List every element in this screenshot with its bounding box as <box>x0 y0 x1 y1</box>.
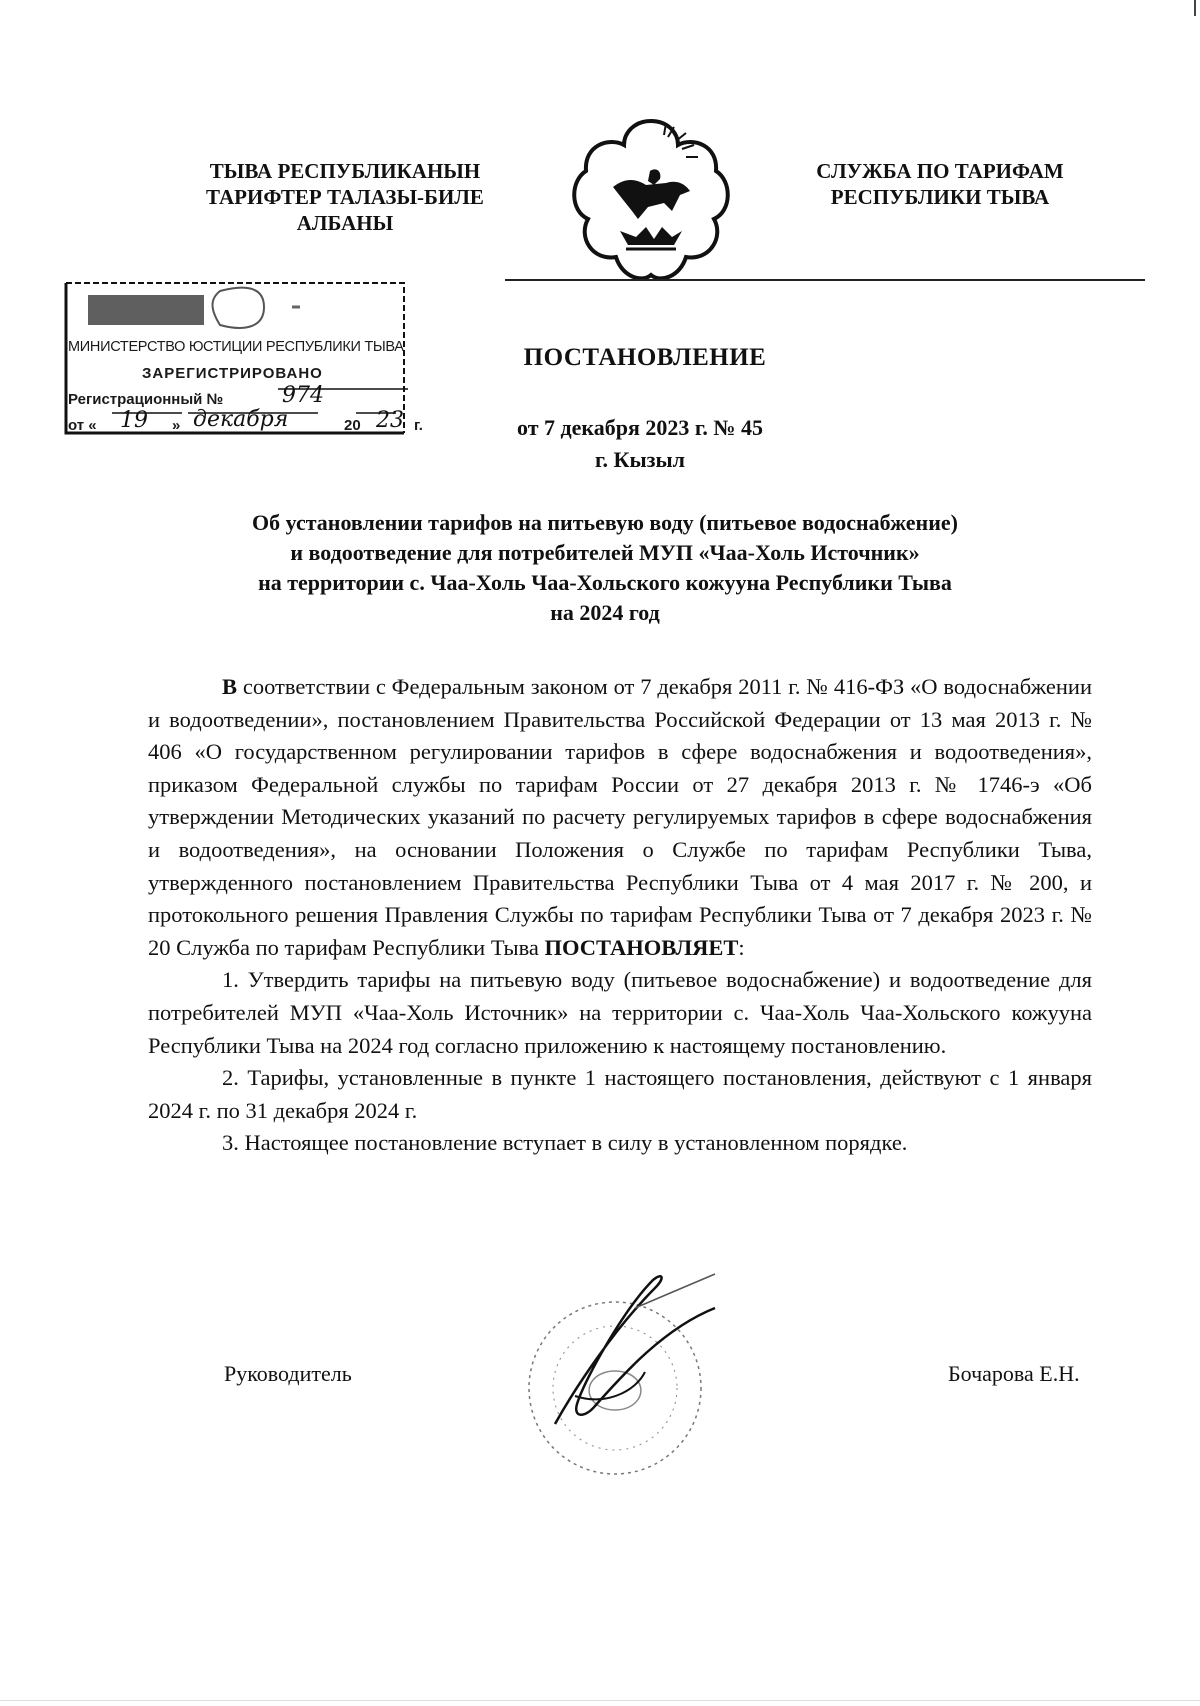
header-divider <box>505 279 1145 281</box>
document-subject <box>120 508 1090 628</box>
subject-line: на 2024 год <box>550 600 660 625</box>
header-right-line: РЕСПУБЛИКИ ТЫВА <box>830 185 1050 209</box>
header-left-tuvan <box>175 158 515 236</box>
scan-edge-mark <box>1194 0 1196 16</box>
stamp-ministry: МИНИСТЕРСТВО ЮСТИЦИИ РЕСПУБЛИКИ ТЫВА <box>68 339 404 355</box>
stamp-reg-label: Регистрационный № <box>68 391 224 408</box>
decree-word: ПОСТАНОВЛЯЕТ <box>544 934 739 960</box>
stamp-date-day: 19 <box>120 408 148 433</box>
document-date-number: от 7 декабря 2023 г. № 45 <box>516 415 763 440</box>
subject-line: на территории с. Чаа-Холь Чаа-Хольского кожууна Республики Тыва <box>258 570 952 595</box>
stamp-year-suffix: 23 <box>376 408 404 433</box>
scan-bottom-edge <box>0 1700 1200 1701</box>
stamp-reg-number: 974 <box>282 383 324 408</box>
preamble-text: соответствии с Федеральным законом от 7 декабря 2011 г. № 416-ФЗ «О водоснабжении и водоотведении», постановлением Правительства Российской Федерации от 13 мая 2013 г. № 406 «О государственном регулировании тарифов в сфере водоснабжения и водоотведения», приказом Федеральной службы по тарифам России от 27 декабря 2013 г. № 1746-э «Об утверждении Методических указаний по расчету регулируемых тарифов в сфере водоснабжения и водоотведения», на основании Положения о Службе по тарифам Республики Тыва, утвержденного постановлением Правительства Республики Тыва от 4 мая 2017 г. № 200, и протокольного решения Правления Службы по тарифам Республики Тыва от 7 декабря 2023 г. № 20 Служба по тарифам Республики Тыва <box>148 674 1092 960</box>
stamp-date-month: декабря <box>193 407 289 432</box>
item-paragraph: 3. Настоящее постановление вступает в силу в установленном порядке. <box>222 1130 908 1156</box>
stamp-registered: ЗАРЕГИСТРИРОВАНО <box>142 365 323 382</box>
signer-name: Бочарова Е.Н. <box>948 1361 1080 1386</box>
stamp-date-mid: » <box>172 417 181 434</box>
stamp-year-end: г. <box>414 417 423 434</box>
subject-line: Об установлении тарифов на питьевую воду (питьевое водоснабжение) <box>252 510 958 535</box>
subject-line: и водоотведение для потребителей МУП «Чаа-Холь Источник» <box>290 540 920 565</box>
decree-colon: : <box>738 934 745 960</box>
header-left-line: АЛБАНЫ <box>296 211 394 235</box>
stamp-date-prefix: от « <box>68 417 97 434</box>
header-right-russian <box>770 158 1110 210</box>
official-seal-signature <box>515 1268 725 1498</box>
stamp-year-prefix: 20 <box>344 417 361 434</box>
preamble-initial: В <box>222 674 238 699</box>
document-body <box>148 671 1092 1160</box>
signer-title: Руководитель <box>224 1361 352 1386</box>
tuva-coat-of-arms-icon <box>568 115 734 287</box>
document-city: г. Кызыл <box>595 447 685 472</box>
preamble-paragraph <box>148 671 1092 964</box>
header-right-line: СЛУЖБА ПО ТАРИФАМ <box>816 159 1064 183</box>
header-left-line: ТЫВА РЕСПУБЛИКАНЫН <box>209 159 481 183</box>
header-left-line: ТАРИФТЕР ТАЛАЗЫ-БИЛЕ <box>206 185 484 209</box>
item-paragraph: 2. Тарифы, установленные в пункте 1 настоящего постановления, действуют с 1 января 2024 г. по 31 декабря 2024 г. <box>148 1065 1092 1123</box>
document-title: ПОСТАНОВЛЕНИЕ <box>523 344 767 371</box>
item-paragraph: 1. Утвердить тарифы на питьевую воду (питьевое водоснабжение) и водоотведение для потребителей МУП «Чаа-Холь Источник» на территории с. Чаа-Холь Чаа-Хольского кожууна Республики Тыва на 2024 год согласно приложению к настоящему постановлению. <box>148 967 1092 1058</box>
registration-stamp <box>60 277 436 443</box>
